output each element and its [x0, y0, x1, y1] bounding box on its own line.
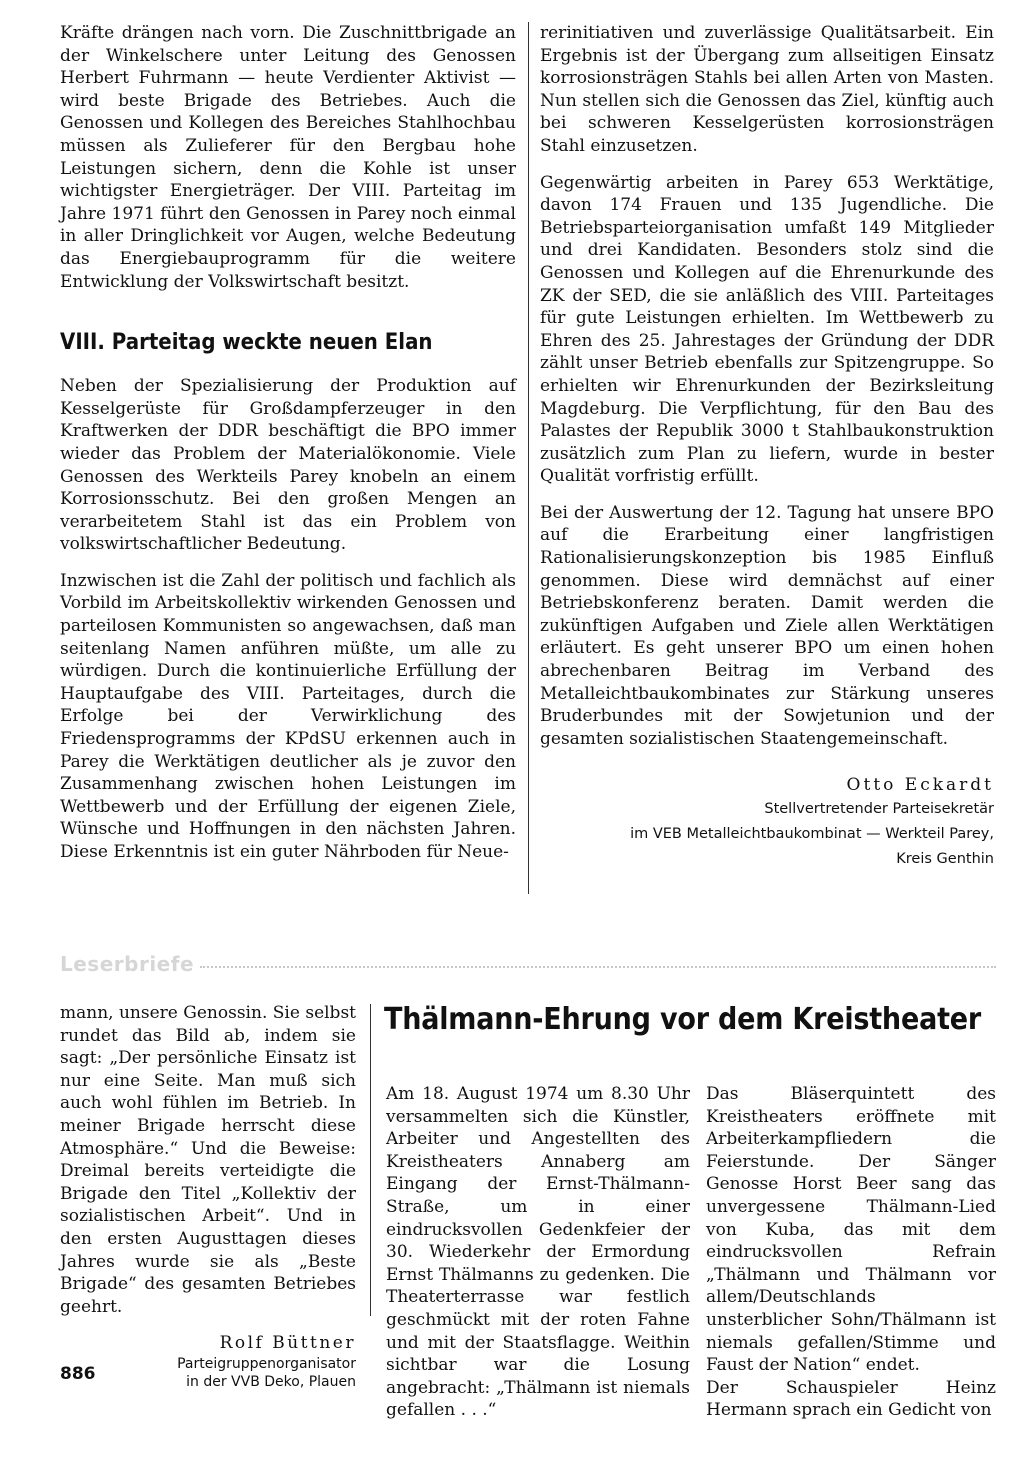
author-company: im VEB Metalleichtbaukombinat — Werkteil Parey, [630, 826, 994, 842]
thaelmann-column-2 [706, 1083, 996, 1422]
article-column-left [60, 22, 516, 864]
thaelmann-column-1 [386, 1083, 690, 1422]
article-paragraph: Neben der Spezialisierung der Produktion auf Kesselgerüste für Großdampferzeuger in den Kraftwerken der DDR beschäftigt die BPO immer wieder das Problem der Materialökonomie. Viele Genossen des Werkteils Parey knobeln an einem Korrosionsschutz. Bei den großen Mengen an verarbeitetem Stahl ist das ein Problem von volkswirtschaftlicher Bedeutung. [60, 376, 516, 555]
letter-author-location: in der VVB Deko, Plauen [186, 1373, 356, 1390]
column-divider [528, 22, 529, 894]
article-paragraph: Inzwischen ist die Zahl der politisch und fachlich als Vorbild im Arbeitskollektiv wirkenden Genossen und parteilosen Kommunisten so angewachsen, daß man seitenlang Namen anführen müßte, um alle zu würdigen. Durch die kontinuierliche Erfüllung der Hauptaufgabe des VIII. Parteitages, durch die Erfolge bei der Verwirklichung des Friedensprogramms der KPdSU erkennen auch in Parey die Werktätigen deutlicher als je zuvor den Zusammenhang zwischen hohen Leistungen im Wettbewerb und der Erfüllung der eigenen Ziele, Wünsche und Hoffnungen in den nächsten Jahren. Diese Erkenntnis ist ein guter Nährboden für Neue- [60, 570, 516, 862]
page-number: 886 [60, 1364, 96, 1384]
letter-author-role: Parteigruppenorganisator [177, 1355, 356, 1372]
article-paragraph: Bei der Auswertung der 12. Tagung hat unsere BPO auf die Erarbeitung einer langfristigen Rationalisierungskonzeption bis 1985 Einfluß genommen. Diese wird demnächst auf einer Betriebskonferenz beraten. Damit werden die zukünftigen Aufgaben und Ziele allen Werktätigen erläutert. Es geht unserer BPO um einen hohen abrechenbaren Beitrag im Verband des Metalleichtbaukombinates zur Stärkung unseres Bruderbundes mit der Sowjetunion und der gesamten sozialistischen Staatengemeinschaft. [540, 502, 994, 749]
article-paragraph: Der Schauspieler Heinz Hermann sprach ein Gedicht von [706, 1377, 996, 1421]
author-role: Stellvertretender Parteisekretär [764, 801, 994, 817]
section-label: Leserbriefe [60, 952, 195, 976]
article-column-right [540, 22, 994, 872]
letter-text: mann, unsere Genossin. Sie selbst rundet das Bild ab, indem sie sagt: „Der persönliche Einsatz ist nur eine Seite. Man muß sich auch wohl fühlen im Betrieb. In meiner Brigade herrscht diese Atmosphäre.“ Und die Beweise: Dreimal bereits verteidigte die Brigade den Titel „Kollektiv der sozialistischen Arbeit“. Und in den ersten Augusttagen dieses Jahres wurde sie als „Beste Brigade“ des gesamten Betriebes geehrt. [60, 1003, 356, 1317]
article-paragraph: Gegenwärtig arbeiten in Parey 653 Werktätige, davon 174 Frauen und 135 Jugendliche. Die Betriebsparteiorganisation umfaßt 149 Mitglieder und drei Kandidaten. Besonders stolz sind die Genossen und Kollegen auf die Ehrenurkunde des ZK der SED, die sie anläßlich des VIII. Parteitages für gute Leistungen erhielten. Im Wettbewerb zu Ehren des 25. Jahrestages der Gründung der DDR zählt unser Betrieb ebenfalls zur Spitzengruppe. So erhielten wir Ehrenurkunden der Bezirksleitung Magdeburg. Die Verpflichtung, für den Bau des Palastes der Republik 3000 t Stahlbaukonstruktion zusätzlich zum Plan zu liefern, wurde in bester Qualität vorfristig erfüllt. [540, 172, 994, 487]
article-intro-paragraph: Kräfte drängen nach vorn. Die Zuschnittbrigade an der Winkelschere unter Leitung des Genossen Herbert Fuhrmann — heute Verdienter Aktivist — wird beste Brigade des Betriebes. Auch die Genossen und Kollegen des Bereiches Stahlhochbau müssen als Zulieferer für den Bergbau hohe Leistungen sichern, denn die Kohle ist unser wichtigster Energieträger. Der VIII. Parteitag im Jahre 1971 führt den Genossen in Parey noch einmal in aller Dringlichkeit vor Augen, welche Bedeutung das Energiebauprogramm für die weitere Entwicklung der Volkswirtschaft besitzt. [60, 23, 516, 292]
article-paragraph: Am 18. August 1974 um 8.30 Uhr versammelten sich die Künstler, Arbeiter und Angestellten des Kreistheaters Annaberg am Eingang der Ernst-Thälmann-Straße, um in einer eindrucksvollen Gedenkfeier der 30. Wiederkehr der Ermordung Ernst Thälmanns zu gedenken. Die Theaterterrasse war festlich geschmückt mit der roten Fahne und mit der Staatsflagge. Weithin sichtbar war die Losung angebracht: „Thälmann ist niemals gefallen . . .“ [386, 1084, 690, 1421]
author-location: Kreis Genthin [896, 851, 994, 867]
letter-column [60, 1002, 356, 1391]
author-name: Otto Eckardt [846, 775, 994, 796]
column-divider [370, 1004, 371, 1316]
article-subheading: VIII. Parteitag weckte neuen Elan [60, 330, 433, 356]
letter-author-name: Rolf Büttner [219, 1333, 356, 1354]
article-paragraph: rerinitiativen und zuverlässige Qualitätsarbeit. Ein Ergebnis ist der Übergang zum allseitigen Einsatz korrosionsträgen Stahls bei allen Arten von Masten. Nun stellen sich die Genossen das Ziel, künftig auch bei schweren Kesselgerüsten korrosionsträgen Stahl einzusetzen. [540, 23, 994, 156]
article-paragraph: Das Bläserquintett des Kreistheaters eröffnete mit Arbeiterkampfliedern die Feierstunde. Der Sänger Genosse Horst Beer sang das unvergessene Thälmann-Lied von Kuba, das mit dem eindrucksvollen Refrain „Thälmann und Thälmann vor allem/Deutschlands unsterblicher Sohn/Thälmann ist niemals gefallen/Stimme und Faust der Nation“ endet. [706, 1084, 996, 1376]
article-headline: Thälmann-Ehrung vor dem Kreistheater [384, 1002, 982, 1037]
section-divider [200, 966, 996, 968]
